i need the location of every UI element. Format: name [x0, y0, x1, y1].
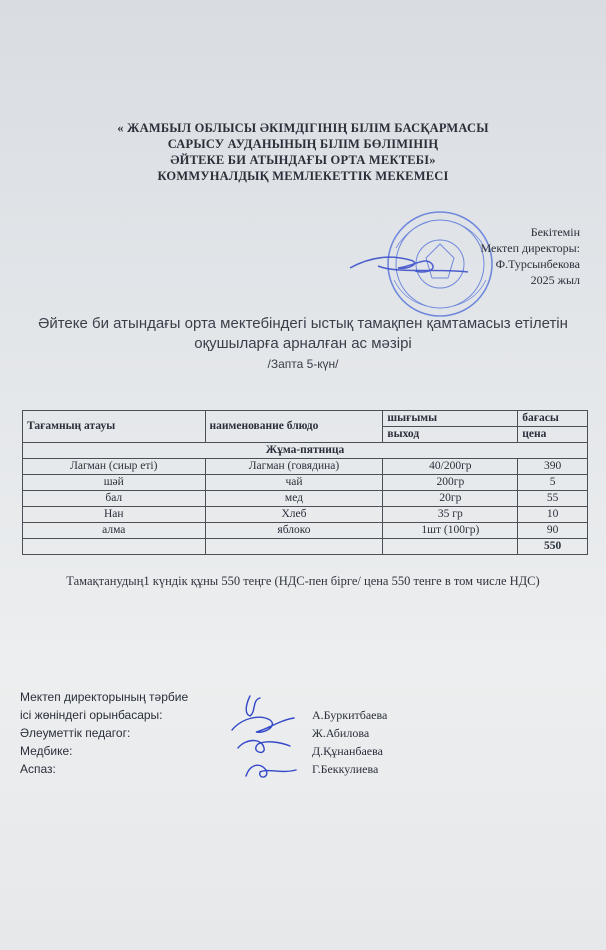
dish-output: 35 гр — [383, 507, 518, 523]
table-row — [23, 507, 588, 523]
cook-role: Аспаз: — [20, 762, 56, 776]
header-output-ru: выход — [383, 427, 518, 443]
title-line-2: оқушыларға арналған ас мәзірі — [194, 335, 412, 352]
header-price-ru: цена — [518, 427, 588, 443]
approval-year: 2025 жыл — [530, 273, 580, 287]
total-empty-1 — [23, 539, 206, 555]
dish-kz: бал — [23, 491, 206, 507]
table-row — [23, 459, 588, 475]
header-line-3: ӘЙТЕКЕ БИ АТЫНДАҒЫ ОРТА МЕКТЕБІ» — [170, 153, 436, 167]
pedagog-name: Ж.Абилова — [312, 726, 370, 740]
dish-ru: мед — [205, 491, 383, 507]
dish-kz: Лагман (сиыр еті) — [23, 459, 206, 475]
nurse-role: Медбике: — [20, 744, 73, 758]
table-row — [23, 475, 588, 491]
dish-kz: шәй — [23, 475, 206, 491]
table-row — [23, 523, 588, 539]
daily-price-note: Тамақтанудың1 күндік құны 550 теңге (НДС-пен бірге/ цена 550 тенге в том числе НДС) — [66, 574, 540, 588]
day-label: Жұма-пятница — [23, 443, 588, 459]
dish-ru: чай — [205, 475, 383, 491]
approval-approve: Бекітемін — [530, 225, 580, 239]
cook-name: Г.Беккулиева — [312, 762, 379, 776]
approval-director-name: Ф.Турсынбекова — [495, 257, 580, 271]
table-row — [23, 491, 588, 507]
approval-director-title: Мектеп директоры: — [480, 241, 580, 255]
table-day-row — [23, 443, 588, 459]
header-line-2: САРЫСУ АУДАНЫНЫҢ БІЛІМ БӨЛІМІНІҢ — [167, 137, 439, 151]
dish-output: 1шт (100гр) — [383, 523, 518, 539]
dish-ru: яблоко — [205, 523, 383, 539]
header-output-kz: шығымы — [383, 411, 518, 427]
dish-kz: Нан — [23, 507, 206, 523]
total-price: 550 — [518, 539, 588, 555]
dish-output: 40/200гр — [383, 459, 518, 475]
header-price-kz: бағасы — [518, 411, 588, 427]
dish-price: 90 — [518, 523, 588, 539]
menu-title — [0, 314, 606, 372]
header-name-ru: наименование блюдо — [205, 411, 383, 443]
dish-ru: Хлеб — [205, 507, 383, 523]
deputy-role-line-2: ісі жөніндегі орынбасары: — [20, 708, 163, 722]
menu-table — [22, 410, 588, 555]
total-empty-3 — [383, 539, 518, 555]
dish-price: 390 — [518, 459, 588, 475]
deputy-name: А.Буркитбаева — [312, 708, 388, 722]
dish-output: 200гр — [383, 475, 518, 491]
total-empty-2 — [205, 539, 383, 555]
signature-icon — [220, 690, 310, 790]
title-line-1: Әйтеке би атындағы орта мектебіндегі ыстық тамақпен қамтамасыз етілетін — [38, 315, 568, 332]
deputy-role-line-1: Мектеп директорының тәрбие — [20, 690, 189, 704]
approval-block — [480, 224, 580, 288]
table-total-row — [23, 539, 588, 555]
dish-ru: Лагман (говядина) — [205, 459, 383, 475]
table-header-row — [23, 411, 588, 427]
dish-price: 5 — [518, 475, 588, 491]
header-line-1: « ЖАМБЫЛ ОБЛЫСЫ ӘКІМДІГІНІҢ БІЛІМ БАСҚАРМАСЫ — [117, 121, 489, 135]
dish-kz: алма — [23, 523, 206, 539]
dish-output: 20гр — [383, 491, 518, 507]
dish-price: 10 — [518, 507, 588, 523]
nurse-name: Д.Құнанбаева — [312, 744, 383, 758]
header-line-4: КОММУНАЛДЫҚ МЕМЛЕКЕТТІК МЕКЕМЕСІ — [157, 169, 449, 183]
institution-header — [0, 120, 606, 184]
dish-price: 55 — [518, 491, 588, 507]
pedagog-role: Әлеуметтік педагог: — [20, 726, 131, 740]
header-name-kz: Тағамның атауы — [23, 411, 206, 443]
title-day: /Запта 5-күн/ — [267, 357, 339, 371]
